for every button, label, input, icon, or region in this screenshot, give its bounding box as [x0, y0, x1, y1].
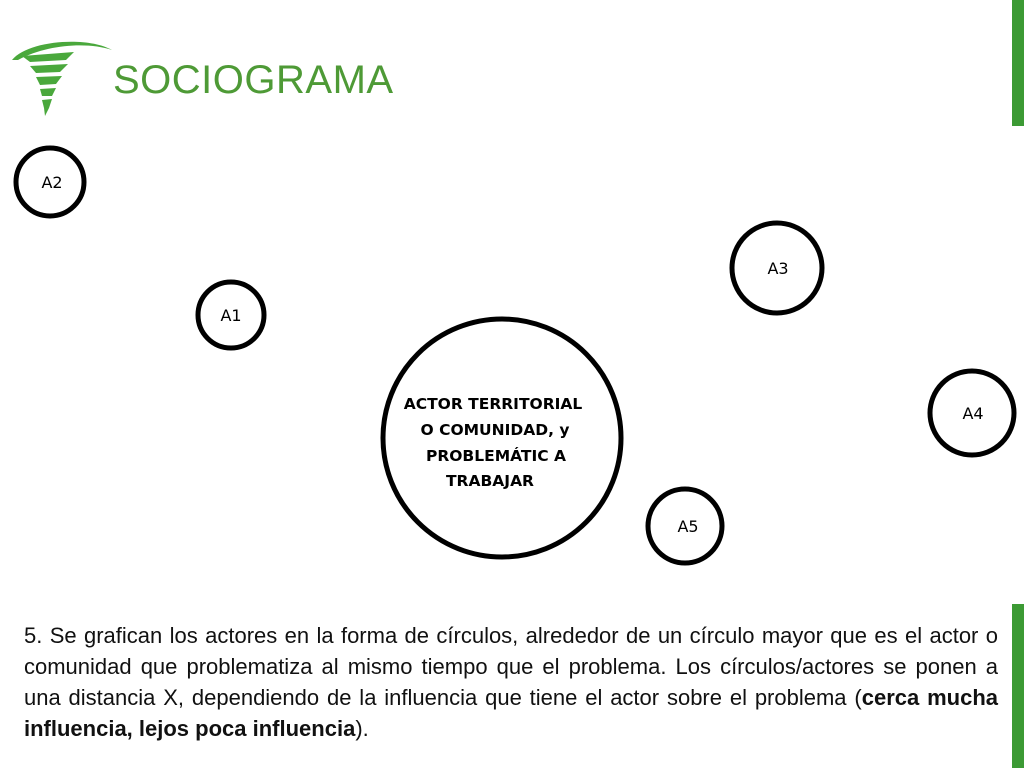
actor-label-a1: A1 [220, 306, 242, 325]
central-actor-line-1: ACTOR TERRITORIAL [403, 395, 583, 413]
logo-band-2 [30, 64, 68, 73]
description-paragraph [24, 620, 998, 744]
actor-node-a5 [648, 489, 722, 563]
actor-node-a1 [198, 282, 264, 348]
logo-band-3 [36, 76, 62, 85]
actor-label-a2: A2 [41, 173, 63, 192]
logo-icon [8, 38, 118, 118]
central-actor-line-2: O COMUNIDAD, y [420, 421, 570, 439]
actor-node-a4 [930, 371, 1014, 455]
actor-node-a2 [16, 148, 84, 216]
page-title: SOCIOGRAMA [113, 58, 394, 102]
sociogram-diagram [0, 130, 1024, 580]
actor-label-a5: A5 [677, 517, 699, 536]
central-actor-node [383, 319, 621, 557]
logo-tail [42, 99, 52, 116]
description-emphasis: cerca mucha influencia, lejos poca influencia [24, 685, 999, 741]
actor-node-a3 [732, 223, 822, 313]
actor-label-a3: A3 [767, 259, 789, 278]
accent-bar-top [1012, 0, 1024, 126]
description-text-end: ). [355, 716, 369, 741]
actor-label-a4: A4 [962, 404, 984, 423]
central-actor-line-3: PROBLEMÁTIC A [425, 447, 567, 465]
central-actor-line-4: TRABAJAR [445, 472, 535, 490]
logo-band-4 [40, 88, 56, 96]
description-text-start: 5. Se grafican los actores en la forma de círculos, alrededor de un círculo mayor que es el actor o comunidad que problematiza al mismo tiempo que el problema. Los círculos/actores se ponen a una distancia X, dependiendo de la influencia que tiene el actor sobre el problema ( [24, 623, 998, 710]
accent-bar-bottom [1012, 604, 1024, 768]
